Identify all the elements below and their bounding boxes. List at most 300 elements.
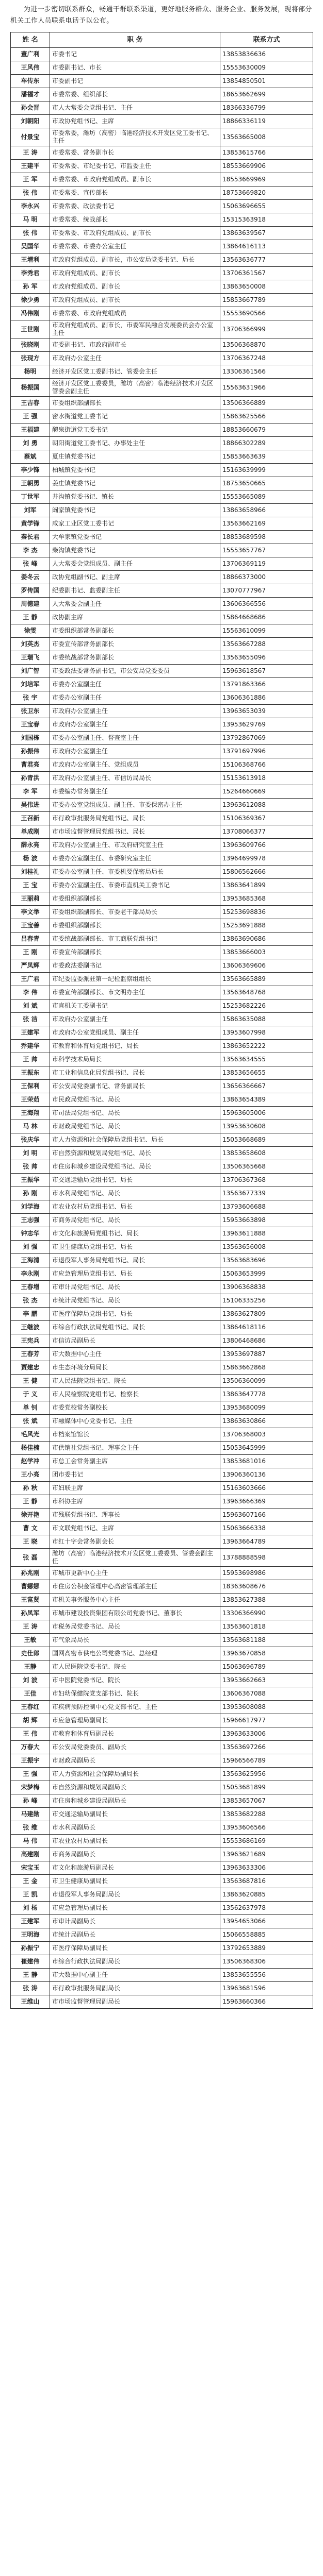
person-phone: 13863690686 [220, 933, 313, 946]
person-name: 李 伟 [11, 986, 50, 999]
table-row [11, 1348, 313, 1361]
person-name: 王世刚 [11, 320, 50, 338]
person-phone: 13791863366 [220, 678, 313, 691]
person-position: 市委副书记 [50, 75, 220, 88]
person-name: 王敏 [11, 1634, 50, 1647]
person-phone: 18553669906 [220, 160, 313, 173]
person-name: 孙 秋 [11, 1482, 50, 1495]
table-row [11, 1066, 313, 1080]
person-phone: 13788888598 [220, 1549, 313, 1567]
person-position: 市司法局党组书记、局长 [50, 1107, 220, 1120]
person-phone: 15063696655 [220, 200, 313, 213]
person-position: 市红十字会常务副会长 [50, 1535, 220, 1549]
person-position: 市政协党组书记、主席 [50, 115, 220, 128]
person-name: 潘福才 [11, 88, 50, 101]
table-row [11, 115, 313, 128]
person-phone: 15553665089 [220, 490, 313, 504]
person-name: 徐雯 [11, 624, 50, 638]
table-row [11, 933, 313, 946]
person-position: 市人民医院党委书记、院长 [50, 1660, 220, 1674]
person-name: 胡 辉 [11, 1714, 50, 1727]
person-phone: 15966566789 [220, 1754, 313, 1768]
table-row [11, 1768, 313, 1781]
person-position: 市应急管理局党组书记、局长 [50, 1267, 220, 1281]
person-name: 严凤辉 [11, 959, 50, 973]
table-row [11, 227, 313, 240]
person-position: 市妇幼保健院党支部书记、院长 [50, 1687, 220, 1701]
table-row [11, 705, 313, 718]
table-row [11, 1995, 313, 2009]
person-position: 市委常委、市政府党组成员 [50, 307, 220, 320]
person-position: 市政府党组成员、副市长 [50, 267, 220, 280]
contact-table [10, 32, 313, 2009]
table-row [11, 1580, 313, 1594]
person-phone: 13963664789 [220, 1535, 313, 1549]
table-row [11, 732, 313, 745]
person-position: 市委常委、常务副市长 [50, 146, 220, 160]
person-name: 王维山 [11, 1995, 50, 2009]
person-name: 王保利 [11, 1080, 50, 1093]
table-row [11, 866, 313, 879]
person-position: 市卫生健康局党组书记、局长 [50, 1241, 220, 1254]
person-name: 孙 峰 [11, 1794, 50, 1808]
person-name: 吴伟进 [11, 799, 50, 812]
person-position: 市委宣传部副部长、市文明办主任 [50, 986, 220, 999]
table-row [11, 477, 313, 490]
person-position: 经济开发区党工委委员，潍坊（高密）临港经济技术开发区管委会副主任 [50, 379, 220, 397]
person-name: 曹君亮 [11, 758, 50, 772]
person-position: 市政府办公室党组成员、副主任 [50, 1026, 220, 1040]
person-name: 王海清 [11, 1254, 50, 1267]
person-phone: 13853836636 [220, 48, 313, 61]
person-position: 市委常委、市政府党组成员、副市长 [50, 227, 220, 240]
person-position: 市市场监督管理局副局长 [50, 1995, 220, 2009]
table-row [11, 611, 313, 624]
person-position: 人大常委会党组成员、副主任 [50, 557, 220, 571]
person-phone: 13854850501 [220, 75, 313, 88]
table-row [11, 785, 313, 799]
person-phone: 13863620885 [220, 1888, 313, 1902]
person-name: 崔建伟 [11, 1955, 50, 1969]
table-row [11, 892, 313, 906]
person-name: 蔡斌 [11, 450, 50, 464]
person-position: 姜庄镇党委书记 [50, 477, 220, 490]
person-name: 马 林 [11, 1120, 50, 1133]
person-name: 王建军 [11, 1026, 50, 1040]
table-row [11, 1714, 313, 1727]
person-phone: 15563631966 [220, 379, 313, 397]
person-name: 单 钊 [11, 1401, 50, 1415]
person-position: 市政府办公室副主任 [50, 745, 220, 758]
person-phone: 15264660669 [220, 785, 313, 799]
person-position: 市政府党组成员、副市长 [50, 294, 220, 307]
person-phone: 13506368306 [220, 1955, 313, 1969]
person-name: 钟志华 [11, 1227, 50, 1241]
person-name: 王吉春 [11, 397, 50, 410]
table-row [11, 1701, 313, 1714]
person-name: 徐开艳 [11, 1509, 50, 1522]
table-row [11, 1281, 313, 1294]
person-name: 史仕郎 [11, 1647, 50, 1660]
table-row [11, 450, 313, 464]
person-phone: 13706369119 [220, 557, 313, 571]
person-name: 徐少勇 [11, 294, 50, 307]
person-name: 张 峰 [11, 557, 50, 571]
person-position: 市人大常委会党组书记、主任 [50, 101, 220, 115]
person-phone: 15106369367 [220, 812, 313, 825]
person-phone: 13906368838 [220, 1281, 313, 1294]
table-row [11, 48, 313, 61]
person-name: 张 杰 [11, 1294, 50, 1308]
person-position: 市委办公室副主任 [50, 691, 220, 705]
person-name: 黄学锋 [11, 517, 50, 531]
person-name: 吴国华 [11, 240, 50, 253]
table-row [11, 1861, 313, 1875]
person-position: 市水利局副局长 [50, 1821, 220, 1835]
person-name: 刘 明 [11, 1147, 50, 1160]
table-row [11, 160, 313, 173]
person-name: 张晓刚 [11, 338, 50, 352]
person-phone: 13792867069 [220, 732, 313, 745]
person-position: 市综合行政执法局党组书记、局长 [50, 1321, 220, 1334]
person-name: 单成刚 [11, 825, 50, 839]
person-phone: 13563687816 [220, 1875, 313, 1888]
person-position: 市应急管理局副局长 [50, 1902, 220, 1915]
person-name: 张卫东 [11, 705, 50, 718]
person-position: 市交通运输局副局长 [50, 1808, 220, 1821]
table-row [11, 75, 313, 88]
person-position: 市综合行政执法局副局长 [50, 1955, 220, 1969]
table-row [11, 799, 313, 812]
table-row [11, 1040, 313, 1053]
person-phone: 15053681899 [220, 1781, 313, 1794]
person-phone: 15953663898 [220, 1214, 313, 1227]
person-name: 薛永亮 [11, 839, 50, 852]
person-position: 醴泉街道党工委书记 [50, 423, 220, 437]
table-row [11, 379, 313, 397]
person-phone: 13853666003 [220, 946, 313, 959]
person-position: 市医疗保障局党组书记、局长 [50, 1308, 220, 1321]
person-phone: 15106335256 [220, 1294, 313, 1308]
person-phone: 13953606566 [220, 1821, 313, 1835]
table-row [11, 1495, 313, 1509]
table-row [11, 1442, 313, 1455]
person-phone: 13563636777 [220, 253, 313, 267]
person-name: 王广君 [11, 973, 50, 986]
person-name: 王 凯 [11, 1888, 50, 1902]
person-name: 孙青洪 [11, 772, 50, 785]
person-position: 经济开发区党工委副书记、管委会主任 [50, 365, 220, 379]
person-name: 马 明 [11, 213, 50, 227]
person-name: 王海翔 [11, 1107, 50, 1120]
person-name: 王明海 [11, 1928, 50, 1942]
person-phone: 13853627388 [220, 1594, 313, 1607]
person-name: 王 强 [11, 410, 50, 423]
person-phone: 13963681596 [220, 1982, 313, 1995]
person-phone: 15563610099 [220, 624, 313, 638]
person-name: 高建刚 [11, 1848, 50, 1861]
table-row [11, 1741, 313, 1754]
person-position: 市行政审批服务局党组书记、局长 [50, 812, 220, 825]
table-row [11, 1848, 313, 1861]
person-name: 王 健 [11, 1375, 50, 1388]
person-name: 王 宝 [11, 879, 50, 892]
table-row [11, 1267, 313, 1281]
table-row [11, 240, 313, 253]
person-name: 刘军 [11, 504, 50, 517]
person-name: 张 磊 [11, 1549, 50, 1567]
person-phone: 13964699978 [220, 852, 313, 866]
person-phone: 13953607998 [220, 1026, 313, 1040]
person-name: 丁世军 [11, 490, 50, 504]
person-name: 王建平 [11, 160, 50, 173]
table-row [11, 1482, 313, 1495]
person-position: 市市场监督管理局党组书记、局长 [50, 825, 220, 839]
person-phone: 13706367248 [220, 352, 313, 365]
person-phone: 13864618116 [220, 1321, 313, 1334]
table-row [11, 352, 313, 365]
table-row [11, 718, 313, 732]
person-name: 冯伟刚 [11, 307, 50, 320]
person-phone: 13506368870 [220, 338, 313, 352]
person-name: 杨明 [11, 365, 50, 379]
person-position: 柴沟镇党委书记 [50, 544, 220, 557]
person-name: 刘 斌 [11, 999, 50, 1013]
person-position: 市委统战部常务副部长 [50, 651, 220, 665]
person-name: 张 伟 [11, 227, 50, 240]
table-row [11, 1754, 313, 1768]
person-phone: 15315363918 [220, 213, 313, 227]
table-row [11, 128, 313, 146]
person-position: 阚家镇党委书记 [50, 504, 220, 517]
person-phone: 13606361886 [220, 691, 313, 705]
person-phone: 13070777967 [220, 584, 313, 598]
person-phone: 15253682226 [220, 999, 313, 1013]
person-position: 市交通运输局党组书记、局长 [50, 1174, 220, 1187]
person-position: 市财政局党组书记、局长 [50, 1120, 220, 1133]
person-name: 刘学海 [11, 1200, 50, 1214]
person-phone: 13306366990 [220, 1607, 313, 1620]
person-position: 市委宣传部副部长 [50, 946, 220, 959]
person-name: 王宝春 [11, 718, 50, 732]
person-name: 王朝勇 [11, 477, 50, 490]
person-phone: 15063666338 [220, 1522, 313, 1535]
person-name: 杨 波 [11, 852, 50, 866]
person-phone: 15063653999 [220, 1267, 313, 1281]
person-position: 市委办公室副主任 [50, 678, 220, 691]
person-phone: 13853682288 [220, 1808, 313, 1821]
table-row [11, 61, 313, 75]
person-phone: 13563656008 [220, 1241, 313, 1254]
person-position: 市政府办公室副主任 [50, 1013, 220, 1026]
person-phone: 13906360136 [220, 1468, 313, 1482]
person-name: 刘 波 [11, 1674, 50, 1687]
table-row [11, 101, 313, 115]
person-name: 董广利 [11, 48, 50, 61]
person-phone: 13963609766 [220, 839, 313, 852]
person-phone: 13963633306 [220, 1861, 313, 1875]
header-name: 姓 名 [11, 32, 50, 48]
table-row [11, 1294, 313, 1308]
person-position: 市生态环境分局局长 [50, 1361, 220, 1375]
person-position: 市城市建设投资集团有限公司党委书记、董事长 [50, 1607, 220, 1620]
person-phone: 13963670858 [220, 1647, 313, 1660]
person-position: 市委常委、统战部长 [50, 213, 220, 227]
table-row [11, 1647, 313, 1660]
person-phone: 13706368003 [220, 1428, 313, 1442]
person-position: 市卫生健康局副局长 [50, 1875, 220, 1888]
person-name: 曹娜娜 [11, 1580, 50, 1594]
table-row [11, 1361, 313, 1375]
person-phone: 13954653066 [220, 1915, 313, 1928]
person-name: 王振宇 [11, 1754, 50, 1768]
table-row [11, 464, 313, 477]
table-row [11, 839, 313, 852]
person-phone: 15963660366 [220, 1995, 313, 2009]
person-phone: 13953630608 [220, 1120, 313, 1133]
table-row [11, 1794, 313, 1808]
person-phone: 13563677339 [220, 1187, 313, 1200]
table-row [11, 651, 313, 665]
person-name: 王 军 [11, 173, 50, 187]
person-phone: 18853689598 [220, 531, 313, 544]
person-position: 市政府办公室副主任、市信访局局长 [50, 772, 220, 785]
table-row [11, 517, 313, 531]
person-phone: 13963621689 [220, 1848, 313, 1861]
person-position: 市疾病预防控制中心党支部书记、主任 [50, 1701, 220, 1714]
table-row [11, 1969, 313, 1982]
person-phone: 13863639567 [220, 227, 313, 240]
table-row [11, 906, 313, 919]
person-position: 柏城镇党委书记 [50, 464, 220, 477]
person-position: 市委常委，潍坊（高密）临港经济技术开发区党工委书记、主任 [50, 128, 220, 146]
table-row [11, 1107, 313, 1120]
person-position: 夏庄镇党委书记 [50, 450, 220, 464]
table-row [11, 1468, 313, 1482]
table-row [11, 544, 313, 557]
person-position: 市总工会常务副主席 [50, 1455, 220, 1468]
person-position: 市行政审批服务局副局长 [50, 1982, 220, 1995]
person-name: 王 强 [11, 1768, 50, 1781]
person-phone: 13863630866 [220, 1415, 313, 1428]
person-position: 政协党组副书记、副主席 [50, 571, 220, 584]
table-row [11, 280, 313, 294]
person-position: 市纪委监委派驻第一纪检监察组组长 [50, 973, 220, 986]
table-row [11, 812, 313, 825]
person-name: 秦长君 [11, 531, 50, 544]
table-row [11, 879, 313, 892]
person-position: 市人民检察院党组书记、检察长 [50, 1388, 220, 1401]
person-name: 王 金 [11, 1875, 50, 1888]
person-name: 车传东 [11, 75, 50, 88]
person-name: 刘桂礼 [11, 866, 50, 879]
person-phone: 18866373000 [220, 571, 313, 584]
table-row [11, 490, 313, 504]
person-phone: 18866336119 [220, 115, 313, 128]
person-position: 朝阳街道党工委书记、办事处主任 [50, 437, 220, 450]
person-position: 市委编办常务副主任 [50, 785, 220, 799]
table-row [11, 584, 313, 598]
person-phone: 18753650665 [220, 477, 313, 490]
table-row [11, 1334, 313, 1348]
person-phone: 15066558885 [220, 1928, 313, 1942]
person-phone: 13563601818 [220, 1620, 313, 1634]
person-phone: 13953697887 [220, 1348, 313, 1361]
table-row [11, 1241, 313, 1254]
person-name: 张 涛 [11, 1982, 50, 1995]
person-position: 潍坊（高密）临港经济技术开发区党工委委员、管委会副主任 [50, 1549, 220, 1567]
person-position: 市工业和信息化局党组书记、局长 [50, 1066, 220, 1080]
person-position: 市城市更新中心主任 [50, 1567, 220, 1580]
table-row [11, 973, 313, 986]
person-name: 宋梦梅 [11, 1781, 50, 1794]
table-row [11, 959, 313, 973]
table-row [11, 1549, 313, 1567]
person-name: 王 涛 [11, 146, 50, 160]
person-name: 孙 刚 [11, 1187, 50, 1200]
person-position: 市税务局党委书记、局长 [50, 1620, 220, 1634]
person-position: 市供销社党组书记、理事会主任 [50, 1442, 220, 1455]
table-row [11, 307, 313, 320]
person-name: 宋宝玉 [11, 1861, 50, 1875]
table-row [11, 1955, 313, 1969]
table-row [11, 825, 313, 839]
person-phone: 13863647778 [220, 1388, 313, 1401]
person-name: 王 涛 [11, 1620, 50, 1634]
person-phone: 15966617977 [220, 1714, 313, 1727]
table-row [11, 1781, 313, 1794]
person-phone: 18366336799 [220, 101, 313, 115]
person-phone: 13863652222 [220, 1040, 313, 1053]
table-body [11, 48, 313, 2009]
person-position: 市文化和旅游局副局长 [50, 1861, 220, 1875]
table-row [11, 1415, 313, 1428]
table-row [11, 1888, 313, 1902]
person-position: 市档案馆馆长 [50, 1428, 220, 1442]
person-phone: 13864616113 [220, 240, 313, 253]
table-row [11, 1013, 313, 1026]
person-position: 市妇联主席 [50, 1482, 220, 1495]
person-position: 市自然资源和规划局副局长 [50, 1781, 220, 1794]
person-phone: 13706367368 [220, 1174, 313, 1187]
person-name: 王福建 [11, 423, 50, 437]
person-phone: 13953608088 [220, 1701, 313, 1714]
table-row [11, 320, 313, 338]
table-row [11, 624, 313, 638]
person-position: 市委常委、宣传部长 [50, 187, 220, 200]
table-row [11, 437, 313, 450]
person-name: 王 静 [11, 1969, 50, 1982]
person-name: 孙振宁 [11, 1942, 50, 1955]
person-phone: 13853615766 [220, 146, 313, 160]
person-name: 孙凤军 [11, 1607, 50, 1620]
person-name: 赵学冲 [11, 1455, 50, 1468]
person-position: 市农业农村局党组书记、局长 [50, 1200, 220, 1214]
table-row [11, 986, 313, 999]
table-row [11, 88, 313, 101]
table-row [11, 919, 313, 933]
table-row [11, 999, 313, 1013]
table-row [11, 1509, 313, 1522]
table-row [11, 665, 313, 678]
table-row [11, 1401, 313, 1415]
header-position: 职 务 [50, 32, 220, 48]
person-phone: 13863641899 [220, 879, 313, 892]
person-phone: 18363608676 [220, 1580, 313, 1594]
person-phone: 13563634555 [220, 1053, 313, 1066]
person-position: 市委常委、组织部长 [50, 88, 220, 101]
table-row [11, 1875, 313, 1888]
